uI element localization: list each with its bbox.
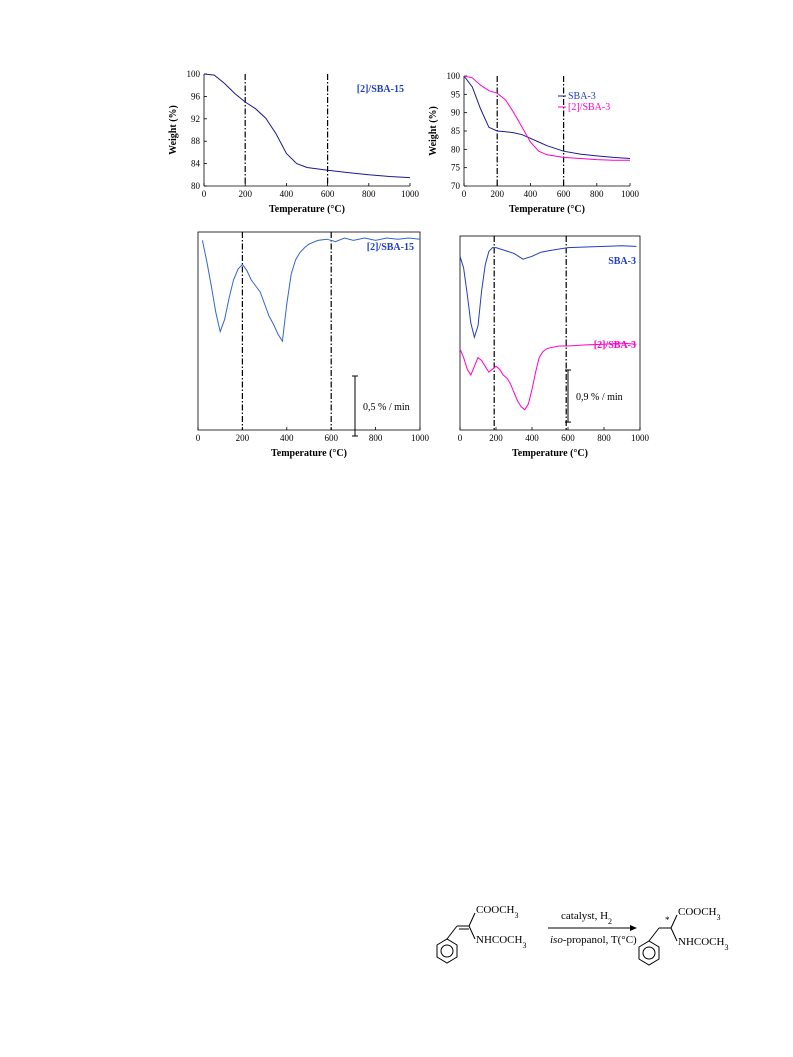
dtg-sba15-chart [190,228,429,459]
reaction-conditions-bottom: iso-propanol, T(°C) [550,934,637,946]
y-tick-label: 84 [191,158,200,169]
x-tick-label: 200 [235,433,250,443]
product-benzene-ring [639,941,659,965]
x-tick-label: 0 [195,433,201,443]
arrow-head [630,925,637,931]
x-tick-label: 400 [523,189,538,199]
x-tick-label: 1000 [631,433,649,443]
reactant-chain [447,913,475,939]
stereocenter-mark: * [665,915,670,925]
x-tick-label: 800 [368,433,383,443]
tga-sba15-chart [160,68,420,218]
x-tick-label: 600 [320,189,335,199]
x-tick-label: 1000 [401,189,419,199]
x-tick-label: 0 [201,189,207,199]
x-tick-label: 400 [525,433,539,443]
x-tick-label: 800 [590,189,604,199]
dtg-sba15-panel [190,228,429,459]
y-tick-label: 100 [446,71,460,81]
scale-bar-label: 0,9 % / min [576,392,623,404]
tga-sba3-panel [422,68,640,218]
series-label-sba3: SBA-3 [608,256,636,267]
series-line [202,238,420,341]
x-tick-label: 1000 [411,433,429,443]
product-chain [649,915,677,941]
product-amide-label: $NHCOCH_3$ [678,936,729,952]
x-tick-label: 600 [556,189,571,199]
y-axis-label: Weight (%) [428,106,439,156]
reactant-ester-label: $COOCH_3$ [476,904,519,920]
x-tick-label: 800 [362,189,376,199]
legend-entry: [2]/SBA-3 [568,102,611,113]
x-tick-label: 400 [279,189,294,199]
x-tick-label: 600 [561,433,575,443]
x-tick-label: 0 [461,189,467,199]
y-tick-label: 85 [451,126,460,136]
dtg-sba3-chart [452,228,649,459]
tga-sba15-panel [160,68,420,218]
y-tick-label: 100 [186,69,200,79]
y-tick-label: 80 [451,144,460,155]
x-tick-label: 400 [280,433,294,443]
legend-entry: SBA-3 [568,91,596,102]
series-label-2-sba3: [2]/SBA-3 [593,340,636,351]
reaction-scheme [425,893,755,983]
dtg-sba3-panel [452,228,649,459]
series-line [464,76,630,160]
plot-frame [198,232,420,430]
y-tick-label: 88 [191,136,200,147]
scale-bar-label: 0,5 % / min [363,402,410,413]
x-axis-label: Temperature (°C) [269,204,345,215]
y-tick-label: 90 [451,107,460,118]
series-line [464,76,630,159]
reaction-conditions-top: catalyst, $H_2$ [561,910,613,926]
x-tick-label: 0 [457,433,463,443]
y-tick-label: 95 [451,89,460,100]
x-tick-label: 200 [238,189,252,199]
x-tick-label: 200 [490,189,504,199]
x-tick-label: 800 [597,433,611,443]
reactant-amide-label: $NHCOCH_3$ [476,934,527,950]
y-tick-label: 92 [191,113,200,124]
y-axis-label: Weight (%) [168,105,179,155]
reaction-scheme-drawing [425,893,755,983]
series-label: [2]/SBA-15 [366,242,414,253]
series-label: [2]/SBA-15 [356,84,404,95]
x-axis-label: Temperature (°C) [271,448,347,459]
y-tick-label: 80 [191,181,200,191]
tga-sba3-chart [422,68,640,218]
x-tick-label: 200 [489,433,503,443]
x-axis-label: Temperature (°C) [509,204,585,215]
reactant-benzene-ring [437,939,457,963]
x-tick-label: 1000 [621,189,639,199]
y-tick-label: 75 [451,162,460,173]
x-axis-label: Temperature (°C) [512,448,588,459]
product-ester-label: $COOCH_3$ [678,906,721,922]
x-tick-label: 600 [324,433,338,443]
y-tick-label: 70 [451,181,460,191]
y-tick-label: 96 [191,91,200,102]
